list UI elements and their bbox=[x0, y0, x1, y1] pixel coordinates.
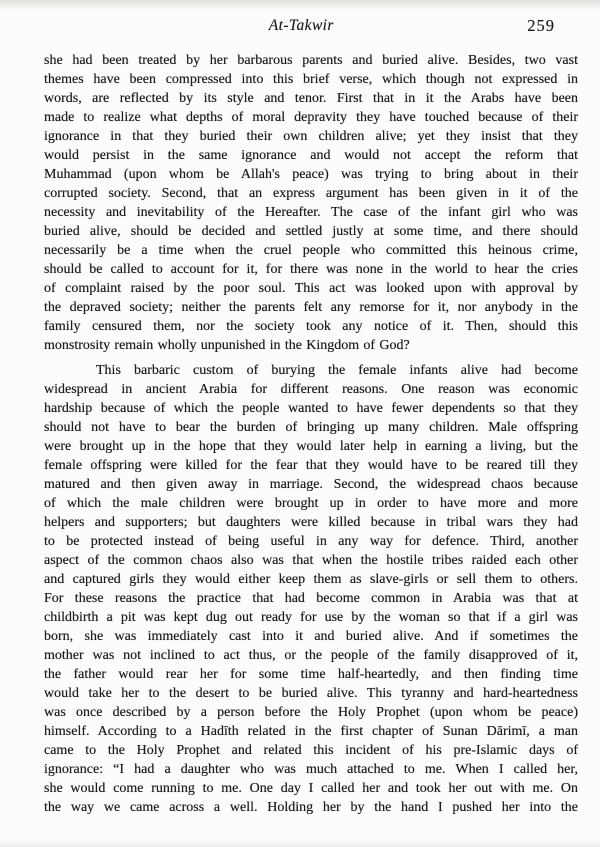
text-line: monstrosity remain wholly unpunished in the Kingdom of God? bbox=[44, 338, 410, 353]
text-line: female offspring were killed for the fear that they would have to be reared till they bbox=[44, 458, 578, 473]
text-line: of complaint raised by the poor soul. This act was looked upon with approval by bbox=[44, 281, 578, 296]
text-line: aspect of the common chaos also was that when the hostile tribes raided each other bbox=[44, 553, 578, 568]
text-line: and captured girls they would either keep them as slave-girls or sell them to others. bbox=[44, 572, 578, 587]
page-number: 259 bbox=[527, 16, 555, 35]
text-line: of which the male children were brought up in order to have more and more bbox=[44, 496, 578, 511]
text-line: necessity and inevitability of the Hereafter. The case of the infant girl who was bbox=[44, 205, 578, 220]
text-line: himself. According to a Hadīth related in the first chapter of Sunan Dārimī, a man bbox=[44, 724, 578, 739]
text-line: hardship because of which the people wanted to have fewer dependents so that they bbox=[44, 401, 578, 416]
running-header-title: At-Takwir bbox=[268, 17, 334, 34]
text-line: childbirth a pit was kept dug out ready for use by the woman so that if a girl was bbox=[44, 610, 578, 625]
text-line: family censured them, nor the society took any notice of it. Then, should this bbox=[44, 319, 578, 334]
text-line: she would come running to me. One day I called her and took her out with me. On bbox=[44, 781, 578, 796]
text-line: she had been treated by her barbarous parents and buried alive. Besides, two vast bbox=[44, 53, 578, 68]
text-line: the father would rear her for some time half-heartedly, and then finding time bbox=[44, 667, 578, 682]
text-line: would take her to the desert to be buried alive. This tyranny and hard-heartedness bbox=[44, 686, 578, 701]
text-line: themes have been compressed into this brief verse, which though not expressed in bbox=[44, 72, 578, 87]
text-line: ignorance: “I had a daughter who was much attached to me. When I called her, bbox=[44, 762, 578, 777]
text-line: words, are reflected by its style and tenor. First that in it the Arabs have been bbox=[44, 91, 578, 106]
page-body bbox=[44, 51, 578, 817]
text-line: widespread in ancient Arabia for different reasons. One reason was economic bbox=[44, 382, 578, 397]
text-line: made to realize what depths of moral depravity they have touched because of their bbox=[44, 110, 578, 125]
text-line: corrupted society. Second, that an express argument has been given in it of the bbox=[44, 186, 578, 201]
text-line: Muhammad (upon whom be Allah's peace) was trying to bring about in their bbox=[44, 167, 578, 182]
text-line: born, she was immediately cast into it and buried alive. And if sometimes the bbox=[44, 629, 578, 644]
page-header bbox=[0, 14, 600, 38]
text-line: necessarily be a time when the cruel people who committed this heinous crime, bbox=[44, 243, 578, 258]
text-line: ignorance in that they buried their own children alive; yet they insist that they bbox=[44, 129, 578, 144]
text-line: the way we came across a well. Holding her by the hand I pushed her into the bbox=[44, 800, 578, 815]
text-line: came to the Holy Prophet and related this incident of his pre-Islamic days of bbox=[44, 743, 578, 758]
text-line: to be protected instead of being useful in any way for defence. Third, another bbox=[44, 534, 578, 549]
text-line: should not have to bear the burden of bringing up many children. Male offspring bbox=[44, 420, 578, 435]
text-line: matured and then given away in marriage. Second, the widespread chaos because bbox=[44, 477, 578, 492]
text-line: should be called to account for it, for there was none in the world to hear the cries bbox=[44, 262, 578, 277]
text-line: For these reasons the practice that had become common in Arabia was that at bbox=[44, 591, 578, 606]
paragraph bbox=[44, 361, 578, 817]
text-line: were brought up in the hope that they would later help in earning a living, but the bbox=[44, 439, 578, 454]
text-line: would persist in the same ignorance and would not accept the reform that bbox=[44, 148, 578, 163]
text-line: helpers and supporters; but daughters were killed because in tribal wars they had bbox=[44, 515, 578, 530]
text-line: the depraved society; neither the parents felt any remorse for it, nor anybody in the bbox=[44, 300, 578, 315]
text-line: buried alive, should be decided and settled justly at some time, and there should bbox=[44, 224, 578, 239]
paragraph bbox=[44, 51, 578, 355]
text-line: mother was not inclined to act thus, or the people of the family disapproved of it, bbox=[44, 648, 578, 663]
text-line: This barbaric custom of burying the female infants alive had become bbox=[96, 363, 578, 378]
text-line: was once described by a person before the Holy Prophet (upon whom be peace) bbox=[44, 705, 578, 720]
